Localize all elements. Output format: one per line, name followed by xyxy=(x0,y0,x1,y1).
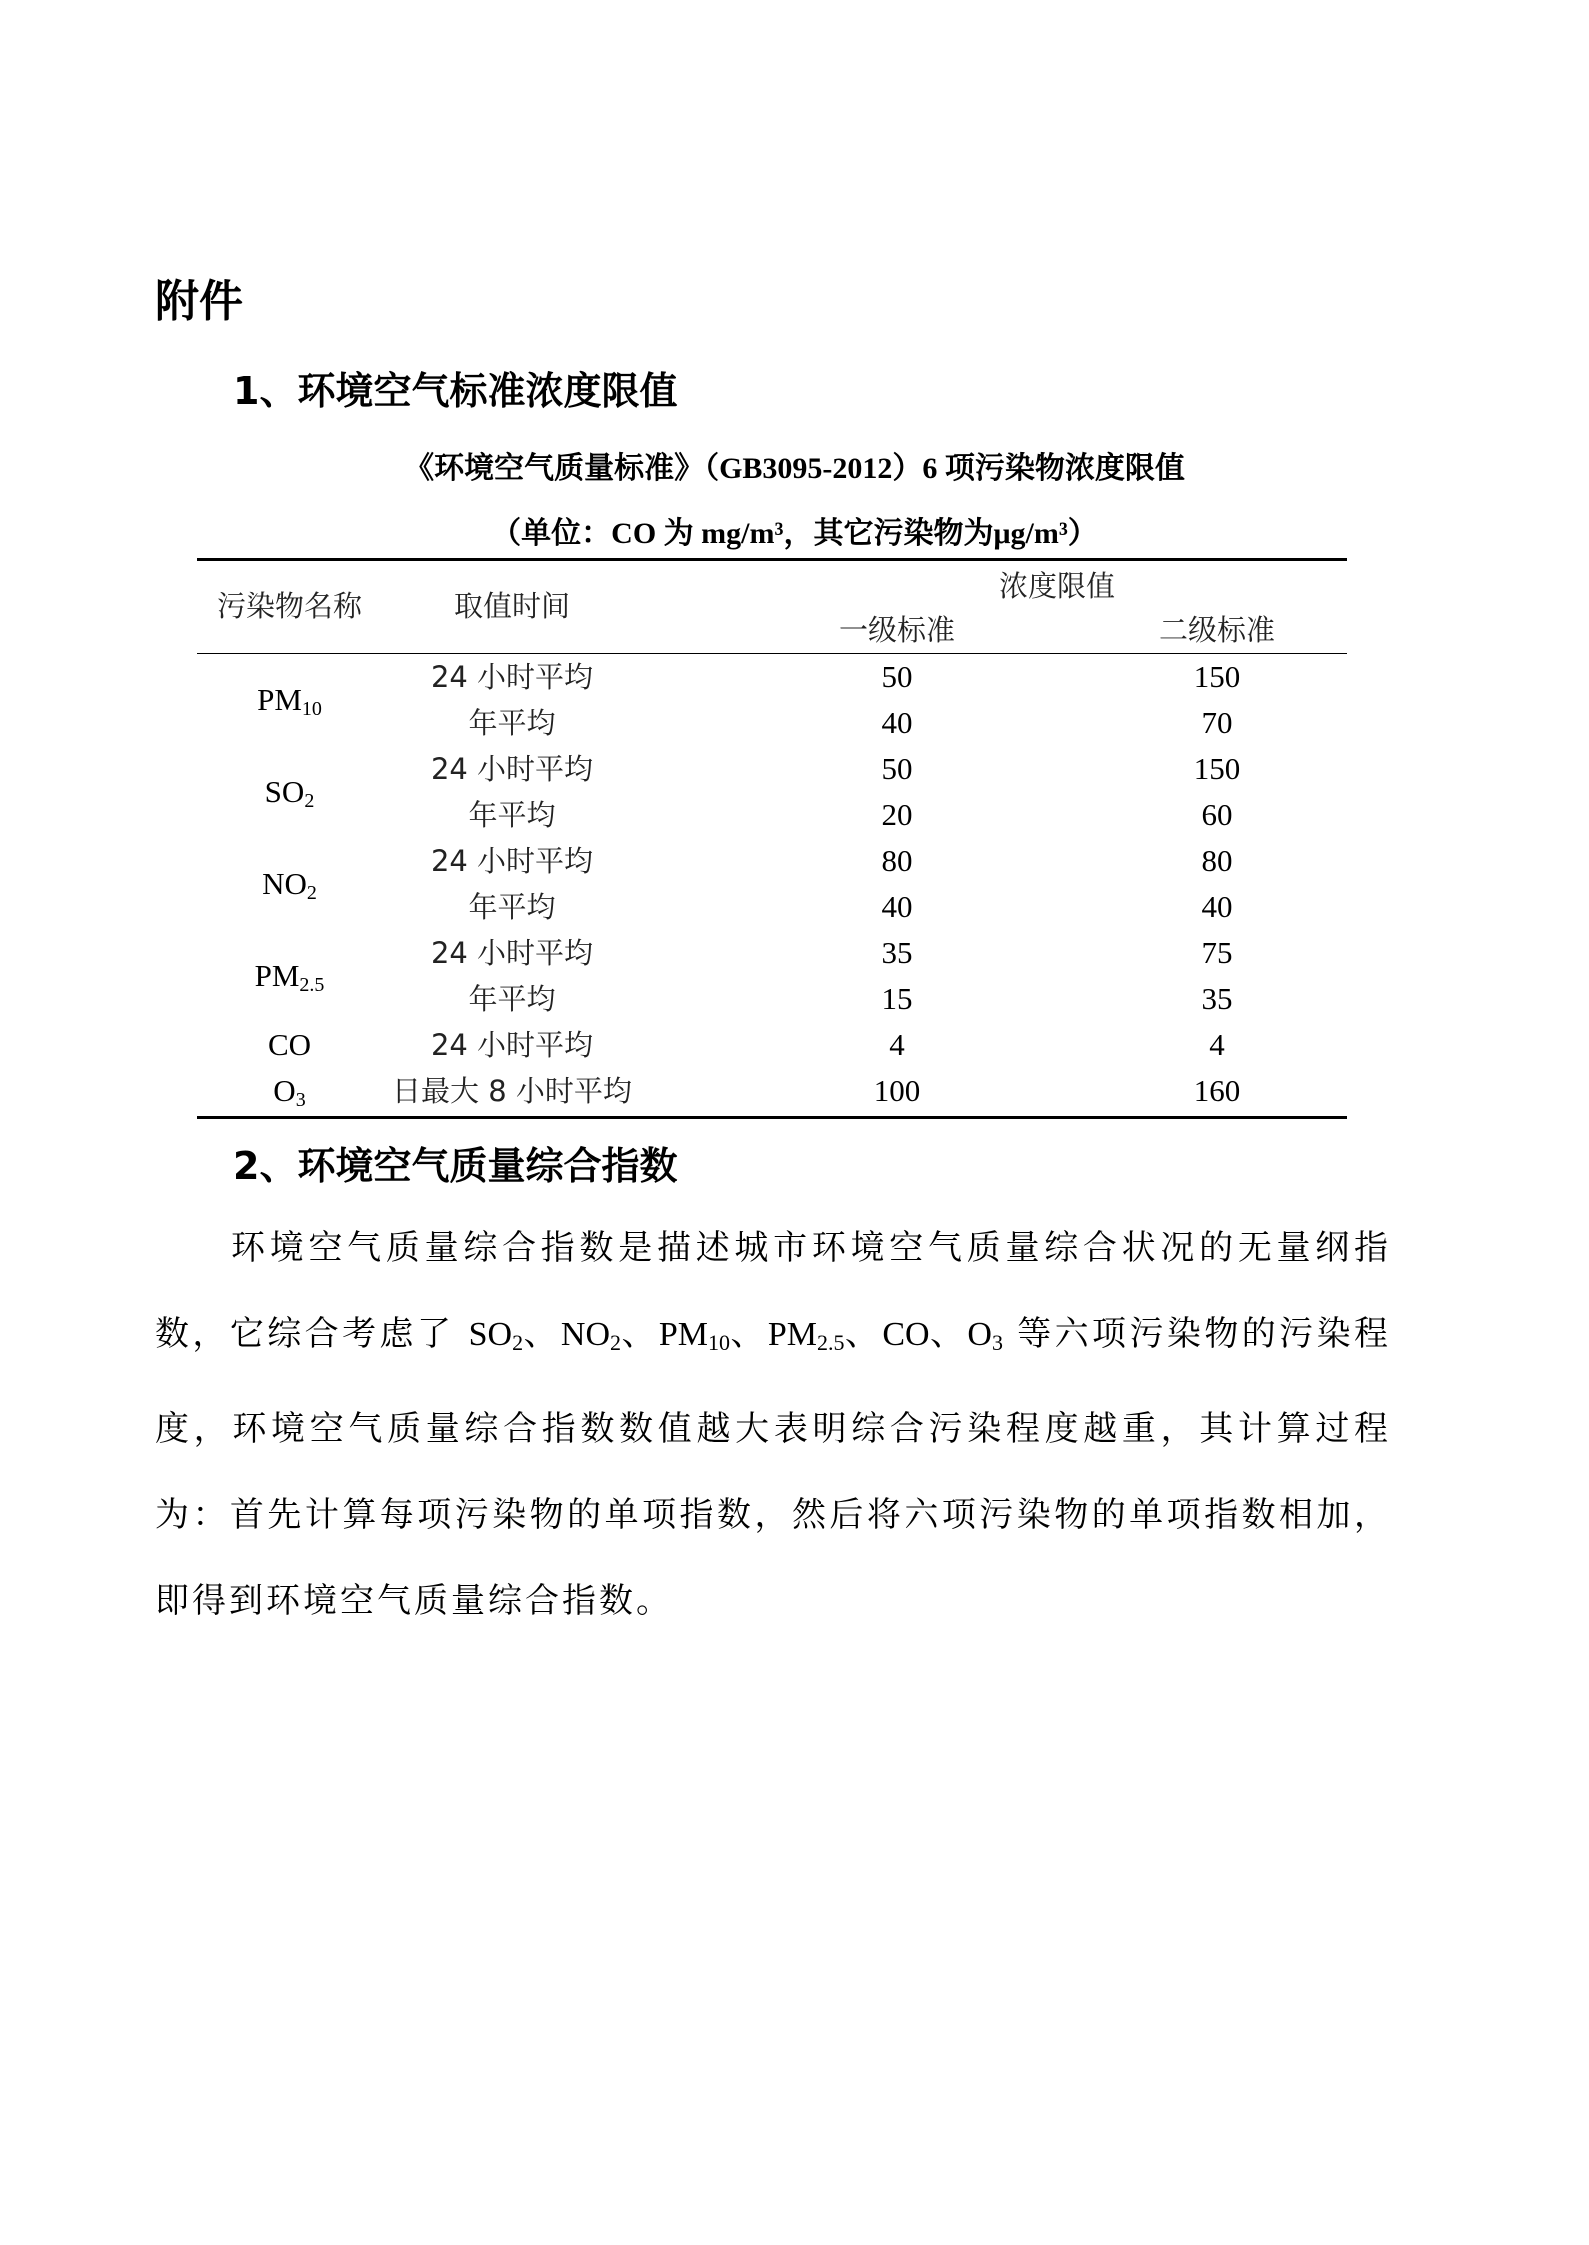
header-period: 取值时间 xyxy=(453,589,570,623)
grade2-cell: 160 xyxy=(1193,1073,1241,1108)
period-cell: 年平均 xyxy=(468,982,556,1016)
no2-base: NO xyxy=(560,1316,611,1353)
pm25-base: PM xyxy=(767,1316,817,1353)
separator: 、 xyxy=(844,1314,883,1354)
period-cell: 24 小时平均 xyxy=(430,936,594,970)
separator: 、 xyxy=(929,1314,968,1354)
grade1-cell: 100 xyxy=(873,1073,921,1108)
so2-formula xyxy=(469,1316,523,1353)
header-grade2: 二级标准 xyxy=(1158,613,1275,647)
grade2-cell: 35 xyxy=(1201,981,1233,1016)
grade2-cell: 70 xyxy=(1201,705,1233,740)
grade2-cell: 80 xyxy=(1201,843,1233,878)
pollutant-name xyxy=(197,1022,382,1068)
pollutant-name xyxy=(197,861,382,916)
o3-base: O xyxy=(967,1316,992,1353)
o3-formula xyxy=(967,1316,1003,1353)
pollutant-base: PM xyxy=(257,682,302,717)
pollutant-base: NO xyxy=(262,866,307,901)
para-text-part1: 环境空气质量综合指数是描述城市环境空气质量综合状况的无量纲指数，它综合考虑了 xyxy=(155,1228,1391,1354)
grade2-cell: 60 xyxy=(1201,797,1233,832)
pm10-formula xyxy=(659,1316,730,1353)
grade2-cell: 150 xyxy=(1193,751,1241,786)
pollutant-name xyxy=(197,953,382,1008)
so2-sub: 2 xyxy=(512,1330,524,1355)
pollutant-subscript: 2 xyxy=(304,790,315,812)
period-cell: 24 小时平均 xyxy=(430,752,594,786)
grade1-cell: 20 xyxy=(881,797,913,832)
pollutant-name xyxy=(197,769,382,824)
header-limit-group: 浓度限值 xyxy=(998,569,1115,603)
pollutant-name xyxy=(197,677,382,732)
grade1-cell: 35 xyxy=(881,935,913,970)
grade2-cell: 4 xyxy=(1209,1027,1225,1062)
header-grade1: 一级标准 xyxy=(838,613,955,647)
pollutant-subscript: 2 xyxy=(306,882,317,904)
grade1-cell: 4 xyxy=(889,1027,905,1062)
no2-formula xyxy=(561,1316,621,1353)
grade1-cell: 80 xyxy=(881,843,913,878)
table-caption-title: 《环境空气质量标准》（GB3095-2012）6 项污染物浓度限值 xyxy=(404,452,1185,485)
grade2-cell: 75 xyxy=(1201,935,1233,970)
separator: 、 xyxy=(523,1314,561,1354)
grade2-cell: 40 xyxy=(1201,889,1233,924)
so2-base: SO xyxy=(468,1316,513,1353)
section1-heading: 1、环境空气标准浓度限值 xyxy=(233,369,678,413)
pollutant-base: SO xyxy=(264,774,305,809)
period-cell: 年平均 xyxy=(468,890,556,924)
pollutant-subscript: 10 xyxy=(301,698,322,720)
pollutant-base: PM xyxy=(254,958,300,993)
period-cell: 年平均 xyxy=(468,706,556,740)
period-cell: 日最大 8 小时平均 xyxy=(392,1074,632,1108)
header-pollutant: 污染物名称 xyxy=(216,589,362,623)
pm10-sub: 10 xyxy=(708,1330,731,1355)
o3-sub: 3 xyxy=(991,1330,1003,1355)
pollutant-base: O xyxy=(273,1073,296,1108)
attachment-label: 附件 xyxy=(155,276,243,327)
table-caption-units: （单位：CO 为 mg/m³，其它污染物为μg/m³） xyxy=(491,517,1098,550)
period-cell: 24 小时平均 xyxy=(430,1028,594,1062)
period-cell: 24 小时平均 xyxy=(430,660,594,694)
pollutant-name xyxy=(197,1068,382,1123)
pm25-sub: 2.5 xyxy=(817,1330,845,1355)
pollutant-subscript: 2.5 xyxy=(299,974,325,996)
section2-paragraph xyxy=(155,1205,1391,1644)
para-text-part2: 等六项污染物的污染程度，环境空气质量综合指数数值越大表明综合污染程度越重，其计算过程为：首先计算每项污染物的单项指数，然后将六项污染物的单项指数相加，即得到环境空气质量综合指数。 xyxy=(155,1314,1392,1621)
pollutant-subscript: 3 xyxy=(295,1089,306,1111)
no2-sub: 2 xyxy=(610,1330,622,1355)
grade1-cell: 50 xyxy=(881,751,913,786)
co-formula: CO xyxy=(882,1316,930,1353)
period-cell: 24 小时平均 xyxy=(430,844,594,878)
grade1-cell: 15 xyxy=(881,981,913,1016)
pm10-base: PM xyxy=(658,1316,709,1353)
grade1-cell: 40 xyxy=(881,705,913,740)
table-top-rule xyxy=(197,558,1347,561)
pm25-formula xyxy=(768,1316,845,1353)
section2-heading: 2、环境空气质量综合指数 xyxy=(233,1144,678,1188)
grade1-cell: 40 xyxy=(881,889,913,924)
separator: 、 xyxy=(621,1314,659,1354)
grade2-cell: 150 xyxy=(1193,659,1241,694)
separator: 、 xyxy=(730,1314,768,1354)
pollutant-base: CO xyxy=(267,1027,312,1062)
grade1-cell: 50 xyxy=(881,659,913,694)
period-cell: 年平均 xyxy=(468,798,556,832)
